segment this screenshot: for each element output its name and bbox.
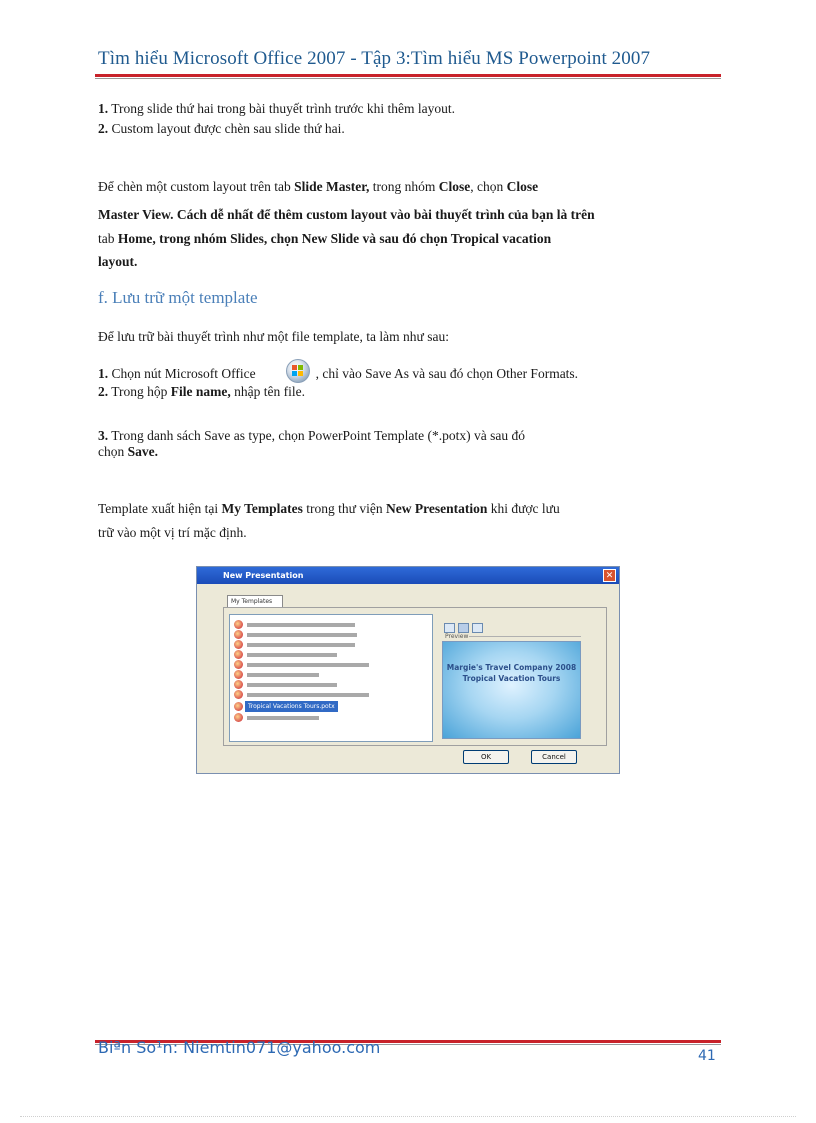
page-bottom-divider [20, 1116, 796, 1117]
template-list[interactable]: Tropical Vacations Tours.potx [229, 614, 433, 742]
template-icon [234, 670, 243, 679]
header-rule [95, 74, 721, 77]
template-icon [234, 713, 243, 722]
close-icon[interactable]: ✕ [603, 569, 616, 582]
tab-my-templates[interactable]: My Templates [227, 595, 283, 607]
section-heading: f. Lưu trữ một template [98, 288, 258, 307]
paragraph-line: Để lưu trữ bài thuyết trình như một file template, ta làm như sau: [98, 329, 449, 344]
dialog-title: New Presentation [197, 567, 619, 584]
page-header-title: Tìm hiểu Microsoft Office 2007 - Tập 3:Tìm hiểu MS Powerpoint 2007 [98, 48, 651, 69]
template-icon [234, 650, 243, 659]
preview-title: Margie's Travel Company 2008 Tropical Vacation Tours [446, 663, 577, 683]
list-item: 2. Custom layout được chèn sau slide thứ hai. [98, 121, 345, 136]
preview-pane [442, 641, 581, 739]
template-icon [234, 702, 243, 711]
template-icon [234, 660, 243, 669]
step-1: 1. Chọn nút Microsoft Office , chỉ vào Save As và sau đó chọn Other Formats. [98, 363, 578, 387]
page-number: 41 [698, 1048, 716, 1064]
paragraph-line: Template xuất hiện tại My Templates trong thư viện New Presentation khi được lưu [98, 501, 560, 516]
template-icon [234, 680, 243, 689]
template-icon [234, 620, 243, 629]
footer-author: Biªn So¹n: Niemtin071@yahoo.com [98, 1038, 381, 1057]
list-view-icon[interactable] [458, 623, 469, 633]
step-2: 2. Trong hộp File name, nhập tên file. [98, 384, 306, 399]
step-3-cont: chọn Save. [98, 444, 158, 459]
details-view-icon[interactable] [472, 623, 483, 633]
preview-label: Preview [445, 633, 469, 640]
template-icon [234, 690, 243, 699]
header-rule-thin [95, 78, 721, 79]
paragraph-line: Để chèn một custom layout trên tab Slide Master, trong nhóm Close, chọn Close [98, 179, 539, 194]
list-item: 1. Trong slide thứ hai trong bài thuyết trình trước khi thêm layout. [98, 101, 455, 116]
paragraph-line: layout. [98, 254, 138, 269]
template-icon [234, 640, 243, 649]
cancel-button[interactable]: Cancel [531, 750, 577, 764]
view-toggle [444, 618, 494, 630]
large-icons-view-icon[interactable] [444, 623, 455, 633]
template-icon [234, 630, 243, 639]
paragraph-line: tab Home, trong nhóm Slides, chọn New Slide và sau đó chọn Tropical vacation [98, 231, 552, 246]
office-button-icon [286, 359, 310, 383]
step-3: 3. Trong danh sách Save as type, chọn PowerPoint Template (*.potx) và sau đó [98, 428, 525, 443]
paragraph-line: Master View. Cách dễ nhất để thêm custom layout vào bài thuyết trình của bạn là trên [98, 207, 595, 222]
ok-button[interactable]: OK [463, 750, 509, 764]
preview-subtext [443, 689, 580, 704]
paragraph-line: trữ vào một vị trí mặc định. [98, 525, 247, 540]
new-presentation-dialog [196, 566, 620, 774]
